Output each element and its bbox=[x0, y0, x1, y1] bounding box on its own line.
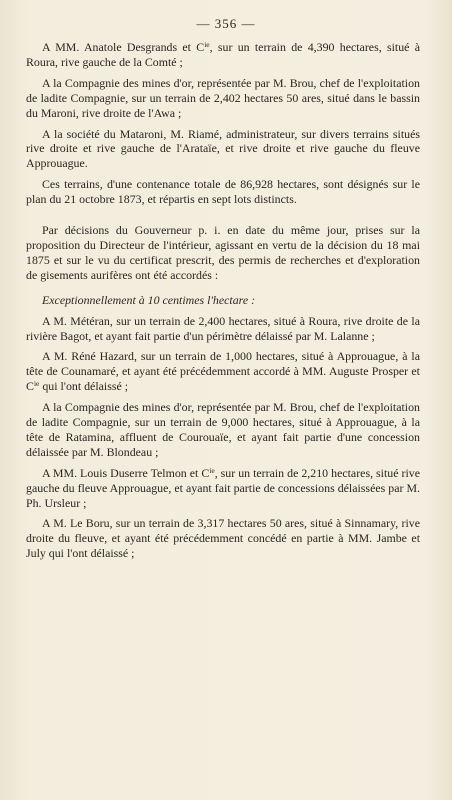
paragraph-meteran: A M. Météran, sur un terrain de 2,400 hectares, situé à Roura, rive droite de la rivière Bagot, et ayant fait partie d'un périmètre délaissé par M. Lalanne ; bbox=[26, 313, 420, 343]
paragraph-duserre-telmon: A MM. Louis Duserre Telmon et $C^{ie}$, sur un terrain de 2,210 hectares, situé rive gauche du fleuve Approuague, et ayant fait partie de concessions délaissées par M. Ph. Ursleur ; bbox=[26, 465, 420, 510]
paragraph-compagnie-maroni: A la Compagnie des mines d'or, représentée par M. Brou, chef de l'exploitation de ladite Compagnie, sur un terrain de 2,402 hectares 50 ares, situé dans le bassin du Maroni, rive droite de l'Awa ; bbox=[26, 75, 420, 120]
paragraph-desgrands: A MM. Anatole Desgrands et $C^{ie}$, sur un terrain de 4,390 hectares, situé à Roura, rive gauche de la Comté ; bbox=[26, 40, 420, 69]
paragraph-le-boru: A M. Le Boru, sur un terrain de 3,317 hectares 50 ares, situé à Sinnamary, rive droite du fleuve, et ayant été précédemment concédé en partie à MM. Jambe et July qui l'ont délaissé ; bbox=[26, 516, 420, 561]
paragraph-decisions: Par décisions du Gouverneur p. i. en date du même jour, prises sur la proposition du Directeur de l'intérieur, agissant en vertu de la décision du 18 mai 1875 et sur le vu du certificat prescrit, des permis de recherches et d'exploration de gisements aurifères ont été accordés : bbox=[26, 223, 420, 282]
page-text bbox=[26, 40, 420, 561]
paragraph-hazard: A M. Réné Hazard, sur un terrain de 1,000 hectares, situé à Approuague, à la tête de Counamaré, et ayant été précédemment accordé à MM. Auguste Prosper et $C^{ie}$ qui l'ont délaissé ; bbox=[26, 349, 420, 394]
paragraph-mataroni: A la société du Mataroni, M. Riamé, administrateur, sur divers terrains situés rive droite et rive gauche de l'Arataïe, et rive droite et rive gauche du fleuve Approuague. bbox=[26, 126, 420, 171]
section-heading: Exceptionnellement à 10 centimes l'hectare : bbox=[42, 292, 256, 307]
page-number: — 356 — bbox=[196, 16, 256, 31]
paragraph-contenance: Ces terrains, d'une contenance totale de 86,928 hectares, sont désignés sur le plan du 21 octobre 1873, et répartis en sept lots distincts. bbox=[26, 177, 420, 207]
paragraph-compagnie-ratamina: A la Compagnie des mines d'or, représentée par M. Brou, chef de l'exploitation de ladite Compagnie, sur un terrain de 9,000 hectares, situé à Approuague, à la tête de Ratamina, affluent de Courouaïe, et ayant fait partie d'une concession délaissée par M. Blondeau ; bbox=[26, 400, 420, 459]
